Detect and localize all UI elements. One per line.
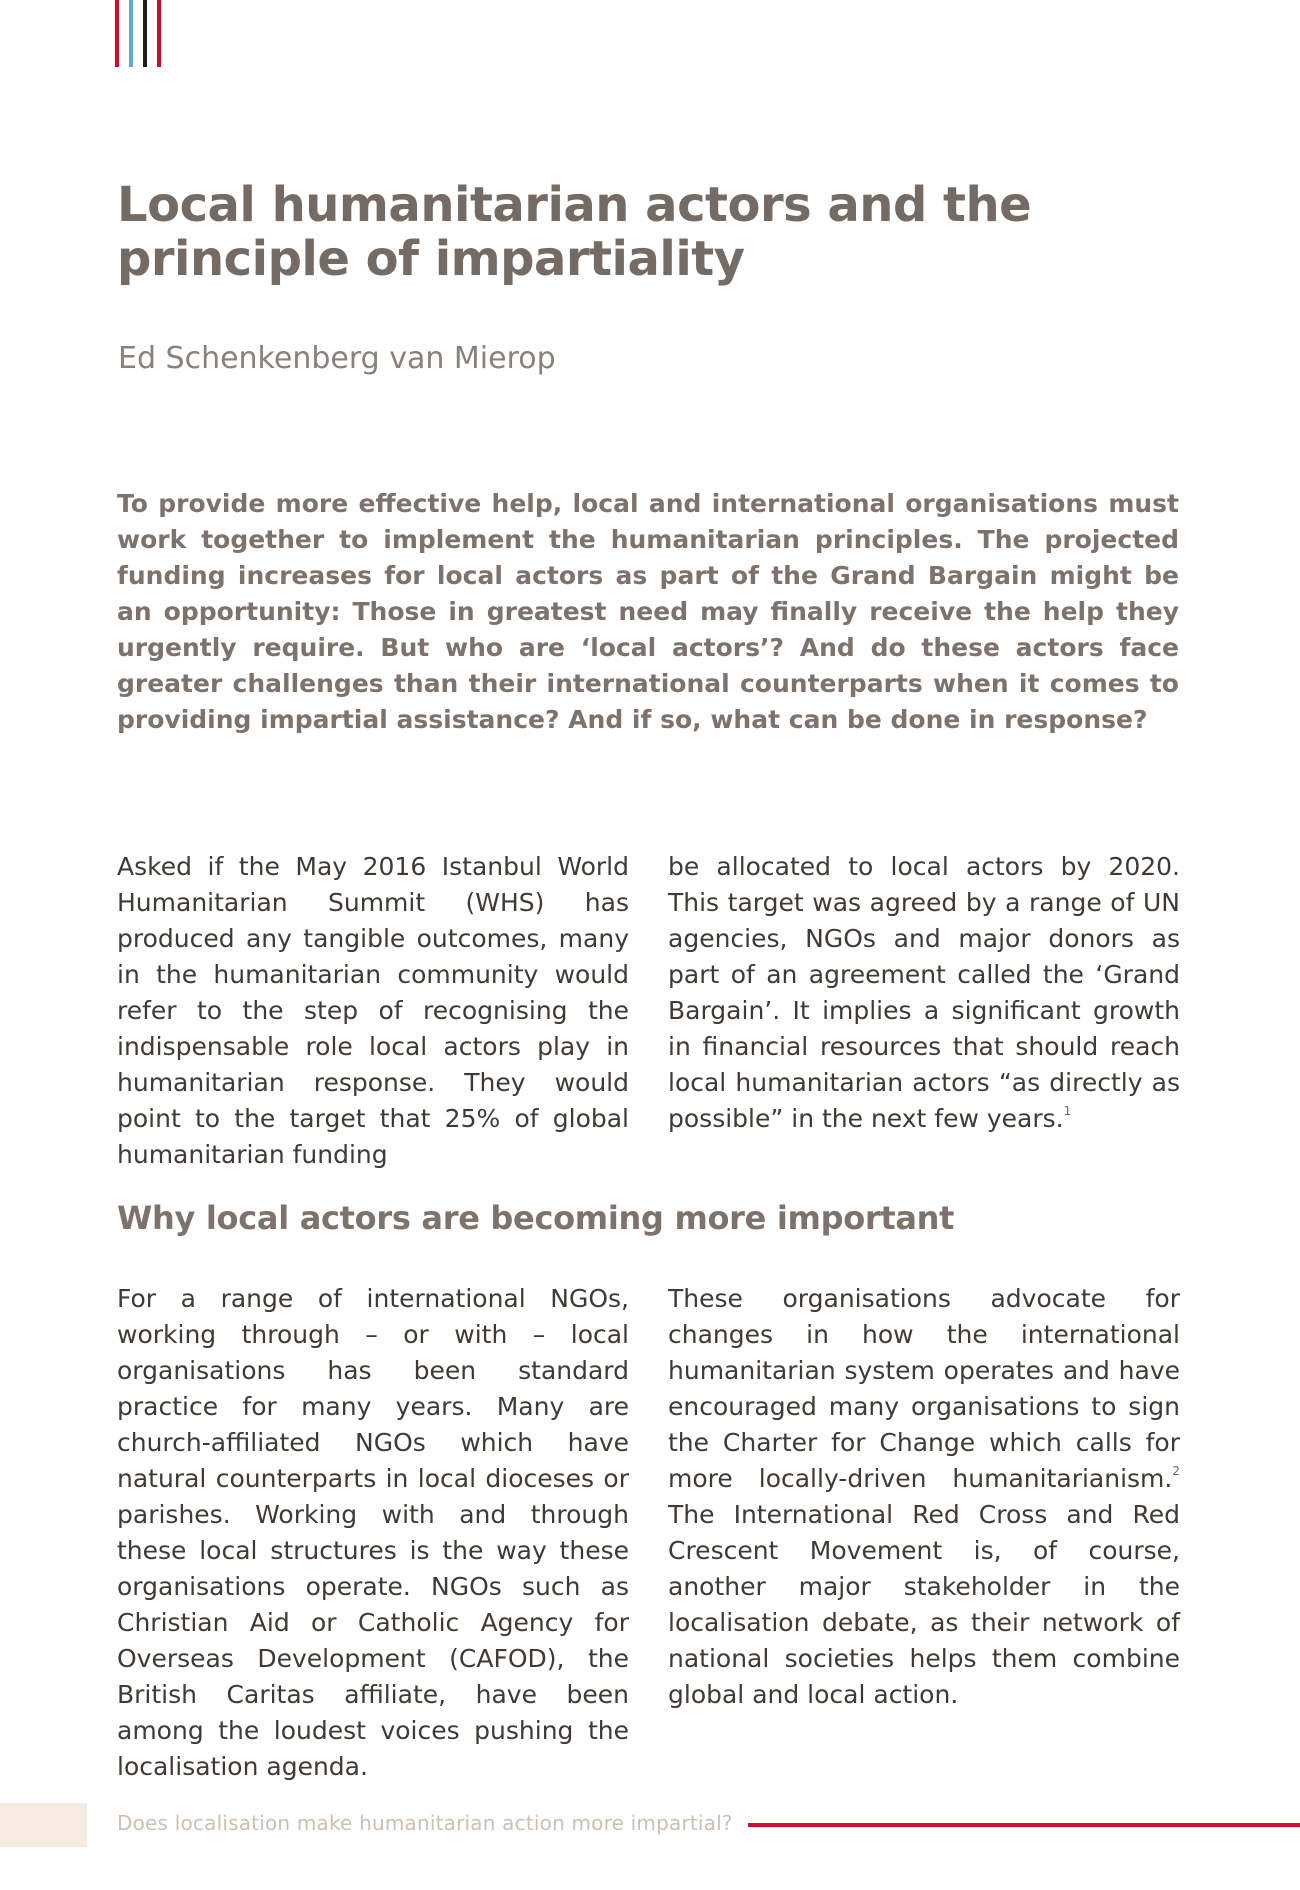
section-column-left: For a range of international NGOs, working through – or with – local organisations has been standard practice for many years. Many are church-affiliated NGOs which have natural counterparts in local dioceses or parishes. Working with and through these local structures is the way these organisations operate. NGOs such as Christian Aid or Catholic Agency for Overseas Development (CAFOD), the British Caritas affiliate, have been among the loudest voices pushing the localisation agenda. <box>117 1284 629 1781</box>
intro-column-right <box>668 849 1180 1137</box>
intro-column-left: Asked if the May 2016 Istanbul World Humanitarian Summit (WHS) has produced any tangible outcomes, many in the humanitarian community would refer to the step of recognising the indispensable role local actors play in humanitarian response. They would point to the target that 25% of global humanitarian funding <box>117 852 629 1169</box>
header-stripe-blue <box>129 0 133 67</box>
section-heading: Why local actors are becoming more important <box>117 1199 955 1237</box>
footer-running-title: Does localisation make humanitarian action more impartial? <box>117 1811 733 1835</box>
section-right-text-2: The International Red Cross and Red Crescent Movement is, of course, another major stakeholder in the localisation debate, as their network of national societies helps them combine global and local action. <box>668 1500 1180 1709</box>
article-title: Local humanitarian actors and the principle of impartiality <box>117 177 1032 287</box>
footnote-ref-1[interactable]: 1 <box>1063 1104 1072 1118</box>
section-column-right <box>668 1281 1180 1713</box>
intro-right-text: be allocated to local actors by 2020. This target was agreed by a range of UN agencies, NGOs and major donors as part of an agreement called the ‘Grand Bargain’. It implies a significant growth in financial resources that should reach local humanitarian actors “as directly as possible” in the next few years. <box>668 852 1180 1133</box>
section-right-text-1: These organisations advocate for changes in how the international humanitarian system operates and have encouraged many organisations to sign the Charter for Change which calls for more locally-driven humanitarianism. <box>668 1284 1180 1493</box>
header-stripe-black <box>143 0 147 67</box>
footer-accent-line <box>748 1823 1300 1827</box>
header-stripe-red <box>115 0 119 67</box>
header-stripes <box>115 0 175 67</box>
footnote-ref-2[interactable]: 2 <box>1172 1464 1180 1478</box>
article-author: Ed Schenkenberg van Mierop <box>118 341 556 376</box>
footer-page-tab <box>0 1803 87 1847</box>
article-lead: To provide more effective help, local and international organisations must work together to implement the humanitarian principles. The projected funding increases for local actors as part of the Grand Bargain might be an opportunity: Those in greatest need may finally receive the help they urgently require. But who are ‘local actors’? And do these actors face greater challenges than their international counterparts when it comes to providing impartial assistance? And if so, what can be done in response? <box>117 489 1179 734</box>
header-stripe-red-2 <box>157 0 161 67</box>
